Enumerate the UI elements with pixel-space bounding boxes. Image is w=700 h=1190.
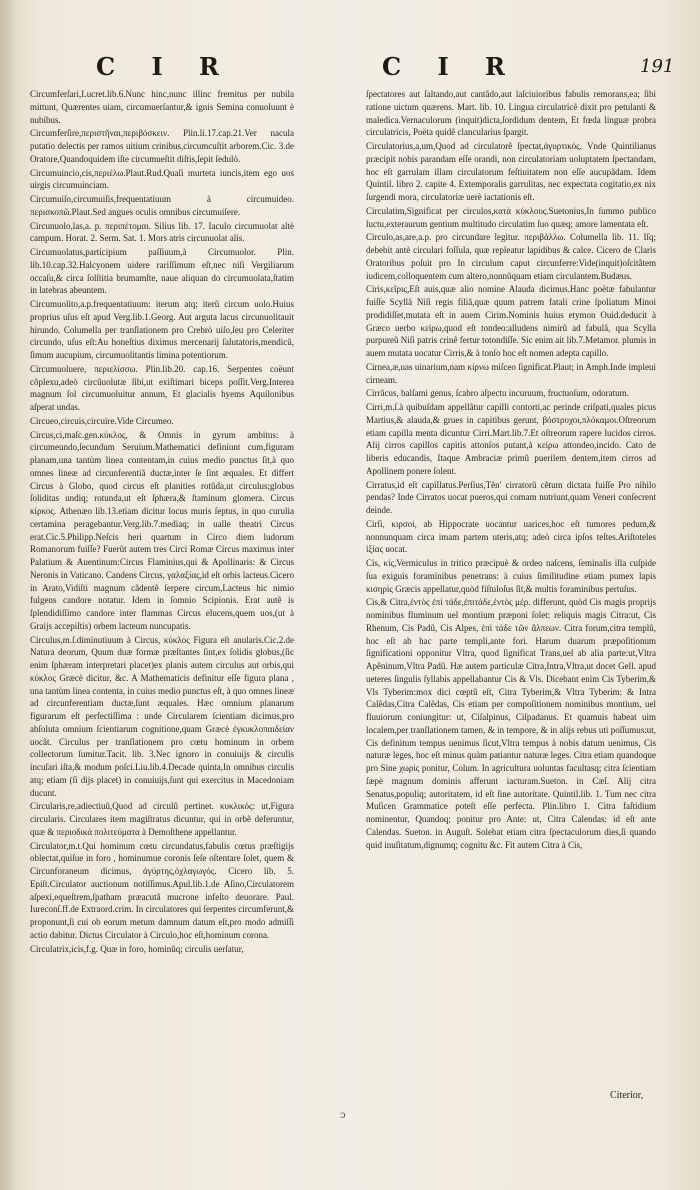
right-running-head: C I R: [382, 52, 519, 81]
dictionary-entry: Circularis,re,adiectiuũ,Quod ad circulũ pertinet. κυκλικός: ut,Figura circularis. Circulares item magiſtratus dicuntur, qui in orbẽ deferuntur, quæ & περιοδικά πολιτεύματα à Demoſthene appellantur.: [30, 801, 294, 837]
page-gutter-shadow: [0, 0, 18, 1190]
dictionary-entry: Circulatim,Significat per circulos,κατὰ κύκλους.Suetonius,In ſummo publico luctu,exteraurum gentium multitudo circulatim ſuo quæq; amore lamentata eſt.: [366, 205, 656, 229]
dictionary-entry: Circulus,m.ſ.diminutiuum à Circus, κύκλος Figura eſt anularis.Cic.2.de Natura deorum, Quum duæ formæ præſtantes ſint,ex ſolidis globus,(ſic enim ſphæram interpretari placet)ex planis autem circulus aut orbis,qui κύκλος Græcè dicitur, &c. A Mathematicis definitur eſſe figura plana , una tantùm linea contenta, in cuius medio punctus eſt, à quo omnes lineæ ad circunferentiam ductæ,ſunt æquales. Hæc omnium planarum figurarum eſt perfectiſſima : unde Circularem ſcientiam dicimus,pro abſoluta omnium ſcientiarum cognitione,quam Græcè ἐγκυκλοπαιδείαν uocãt. Circulus per tranſlationem pro cœtu hominum in orbem collectorum ſumitur.Tacit. lib. 3.Nec ignoro in conuiuijs & circulis incuſari iſta,& modum poſci.Liu.lib.4.Decade quinta,In omnibus circulis atq; etiam (ſi dijs placet) in conuiuijs,ſunt qui exercitus in Macedoniam ducunt.: [30, 634, 294, 798]
dictionary-entry: Cis,& Citra,ἐντὸς ἐπὶ τάδε,ἐπιτάδε,ἐντὸς μέρ. differunt, quòd Cis magis proprijs nominibus fluminum uel montium præponi ſolet: reliquis magis Citra:ut, Cis Rhenum, Cis Padũ, Cis Alpes, ἐπὶ τάδε τῶν ἄλπεων. Citra forum,citra templũ, hoc eſt ab hac parte templi,ante fori. Harum duarum præpoſitionum ſignificationi opponitur Vltra, quod ſignificat Trans,uel ab alia parte:ut,Vltra Apẽninum,Vltra Padũ. Hæ autem particulæ Citra,Intra,Vltra,ut docet Gell. apud ueteres ſingulis ſyllabis appellabantur Cis & Vls. Dicebant enim Cis Tyberim,& Vls Tyberim:mox dici cœptũ eſt, Citra Tyberim,& Vltra Tyberim: & Intra Calẽdas,Citra Calẽdas, Cis etiam per compoſitionem nominibus montium, uel fluuiorum coniungitur: ut, Ciſalpinus, Ciſpadanus. Et quamuis habeat uim localem,per tranſlationem tamen, & in tempore, & in alijs rebus uti poſſumus:ut, Cis definitum tempus uenimus ſicut,Vltra tempus à nobis datum uenimus, Cis naturæ leges, hoc eſt minus quàm patiantur naturæ leges. Citra etiam quandoque pro Sine χωρὶς ponitur, Colum. In agricultura uoluntas facultasq; citra ſcientiam ſæpè magnum dominis afferunt iacturam.Sueton. in Cæſ. Alij citra Senatus,populiq; autoritatem, id eſt ſine autoritate. Quintil.lib. 1. Tum nec citra Muſicen Grammatice poteſt eſſe perfecta. Plin.libro 1. Citra faſtidium nominentur, Quandoq; ponitur pro Ante: ut, Citra Calendas: id eſt ante Calendas. Sueton. in Auguſt. Solebat etiam citra ſpectaculorum dies,ſi quando quid inuſitatum,dignumq; cognitu &c. Fit autem Citra à Cis,: [366, 597, 656, 850]
left-text-column: [30, 88, 294, 956]
dictionary-entry: Circunuolo,las,a. p. περιπέτομαι. Silius lib. 17. Iaculo circumuolat altè campum. Horat. 2. Serm. Sat. 1. Mors atris circunuolat alis.: [30, 220, 294, 244]
dictionary-entry: Cis, κίς,Vermiculus in tritico præcipuè & ordeo naſcens, ſeminalis illa cuſpide ſua exiguis foraminibus penetrans: à cuius ſimilitudine etiam pumex lapis κισηρὶς Græcis appellatur,quòd fiſtuloſus ſit,& multis foraminibus pertuſus.: [366, 558, 656, 594]
dictionary-entry: Circumuincio,cis,περιέλω.Plaut.Rud.Quaſi murteta iuncis,item ego uos uirgis circumuinciam.: [30, 167, 294, 191]
footer-mark: ɔ: [340, 1110, 346, 1121]
dictionary-entry: Circulator,m.t.Qui hominum cœtu circundatus,fabulis cœtus præſtigijs oblectat,quiſue in foro , hominumue coronis ſeſe oſtentare ſolet, quem & Circunforaneum dicimus, ἀγύρτης,ὀχλαγωγός. Cicero lib. 5. Epiſt.Circulator auctionum notiſſimus.Apul.lib.1.de Aſino,Circulatorem aſpexi,equeſtrem,ſpatham præacutã mucrone infeſto deuorare. Paul. Iureconſ.ff.de Extraord.crim. In circulatores qui ſerpentes circumferunt,& proponunt,ſi cui ob eorum metum damnum datum eſt,pro modo admiſſi actio dabitur. Dictus Circulator à Circulo,hoc eſt,hominum corona.: [30, 840, 294, 940]
dictionary-entry: Circumuolito,a.p.frequentatiuum: iterum atq; iterũ circum uolo.Huius proprius uſus eſt apud Verg.lib.1.Georg. Aut arguta lacus circunuolitauit hirundo. Columella per tranſlationem pro Crebrò uiſo,ſeu pro Celeriter circundo, uſus eſt:Au honeſtius diximus mercenarij ſalutatoris,mendicũ, ſimum aucupium, circumuolitantis limina potentiorum.: [30, 299, 294, 360]
left-running-head: C I R: [96, 52, 233, 81]
dictionary-entry: Cirri,m.ſ.à quibuſdam appellãtur capilli contorti,ac perinde criſpati,quales picus Martius,& alauda,& grues in capitibus gerunt, βόστρυχοι,πλόκαμοι.Oſtreorum etiam capilla menta dicuntur Cirri.Mart.lib.7.Et oſtreorum rapere lucidos cirros. Alij cirros capillos capitis attonſos putant,à κείρω attondeo,incido. Cato de liberis educandis, Itaque Ambraciæ primũ puerilem dentem,item cirros ad Apollinem ponere ſolent.: [366, 402, 656, 476]
dictionary-entry: Circulo,as,are,a.p. pro circundare legitur. περιβάλλω. Columella lib. 11. Iſq; debebit antè circulari foſſula, quæ repleatur lapidibus & calce. Cicero de Claris Oratoribus poſuit pro In circulum caput circunferre:Vide(inquit)oſcitãtem iudicem,colloquentem cum altero,nonnũquam etiam circulantem.Budæus.: [366, 232, 656, 281]
dictionary-entry: Cirrãcus, balſami genus, ſcabro aſpectu incuruum, fructuoſum, odoratum.: [366, 388, 629, 399]
dictionary-entry: Circueo,circuis,circuire.Vide Circumeo.: [30, 415, 174, 426]
dictionary-entry: ſpectatores aut ſaltando,aut cantãdo,aut laſciuioribus fabulis remorans,ea; ſibi ratione uictum quærens. Mart. lib. 10. Lingua circulatricẽ dixit pro petulanti & maledica.Vernaculorum (inquit)dicta,ſordidum dentem, Et fœda linguæ probra circulatricis, Poëta quidẽ clancularius ſpargit.: [366, 89, 656, 138]
dictionary-entry: Cirratus,id eſt capillatus.Perſius,Tẽn' cirratorũ cẽtum dictata fuiſſe Pro nihilo pendas? Inde Cirratos uocat pueros,qui comam nutriunt,quam Veneri conſecrent deinde.: [366, 479, 656, 515]
dictionary-entry: Circumferſire,περιστῆναι,περιβόσκειν. Plin.li.17.cap.21.Ver nacula putatio delectis per ramos uitium crinibus,circumcuſtit arborem.Cic. 3.de Oratore,Quandoquidem iſte circumueſtit diſtis,ſepit ſedulò.: [30, 128, 294, 164]
dictionary-entry: Circumuoluere, περιελίσσω. Plin.lib.20. cap.16. Serpentes coëunt cõplexu,adeò circũuolutæ ſibi,ut exiſtimari biceps poſſit.Verg.Interea magnum ſol circumuoluitur annum, Et glacialis hyems Aquilonibus aſperat undas.: [30, 363, 294, 412]
dictionary-entry: Cirſi, κιρσοί, ab Hippocrate uocantur uarices,hoc eſt tumores pedum,& nonnunquam circa imam partem uteris,atq; adeò circa ipſos teſtes.Ariſtoteles ἰξίας uocat.: [366, 518, 656, 555]
dictionary-entry: Circus,ci,maſc.gen.κύκλος, & Omnis in gyrum ambitus: à circumeundo,ſecundum Seruium.Mathematici definiunt cum,figuram planam,una tantùm linea contentam,in cuius medio punctus ſit,à quo omnes lineæ ad circunferentiã ductæ,inter ſe ſint æquales. Et differt Circus à Globo, quod circus eſt planities rotũda,ut circulus;globus ſoliditas undiq; rotunda,ut eſt ſphæra,& ſtaminum glomera. Circus κίρκος. Athenæo lib.13.etiam dicitur locus muris ſeptus, in quo curulia certamina peragebantur.Verg.lib.7.mediaq; in ualle theatri Circus erat.Cic.5.Philipp.Neſcis heri quartum in Circo diem ludorum Romanorum fuiſſe? Fuerũt autem tres Circi Romæ Circus maximus inter Palatium & Auentinum:Circus Flaminius,qui & Apollinaris: & Circus Neronis in Vaticano. Candens Circus, γαλαξίας,id eſt orbis lacteus.Cicero in Arato,Vidiſti magnum cãdentẽ ſerpere circum,Lacteus hic nimio fulgens candore notatur. Idem in ſomnio Scipionis. Erat autẽ is ſplendidiſſimo candore inter flammas Circus elucens,quem uos,(ut à Graijs accepiſtis) orbem lacteum nuncupatis.: [30, 429, 294, 631]
page-number: 191: [640, 56, 675, 77]
dictionary-entry: Ciris,κεῖρις,Eſt auis,quæ alio nomine Alauda dicimus.Hanc poëtæ fabulantur fuiſſe Scyllã Niſi regis filiã,quæ quum patrem fatali crine ſpoliatum Minoi prodidiſſet,mutata eſt in auem Cirim.Nominis huius etymon Ouid.deducit à Græco uerbo κείρω,quod eſt tondeo:alludens nimirũ ad fabulã, qua Scylla purpureũ Niſi patris crinẽ fertur totondiſſe. Sic enim ait lib.7.Metamor. plumis in auem mutata uocatur Cirris,& à tonſo hoc eſt nomen adepta capillo.: [366, 284, 656, 358]
dictionary-entry: Circumuolatus,participium paſſiuum,à Circumuolor. Plin. lib.10.cap.32.Halcyonem uidere rariſſimum eſt,nec niſi Vergiliarum occaſu,& circa ſolſtitia brumamſte, naue aliquan do circumuolata,ſtatim in latebras abeuntem.: [30, 247, 294, 296]
right-text-column: [366, 88, 656, 852]
dictionary-entry: Circumferſari,Lucret.lib.6.Nunc hinc,nunc illinc fremitus per nubila mittunt, Quærentes uiam, circumuerſantur,& ignis Semina conuoluunt è nubibus.: [30, 89, 294, 125]
dictionary-entry: Circulatrix,icis,f.g. Quæ in foro, hominũq; circulis uerſatur,: [30, 943, 244, 954]
dictionary-entry: Cirnea,æ,uas uinarium,nam κίρνω miſceo ſignificat.Plaut; in Amph.Inde impleui cirneam.: [366, 361, 656, 385]
dictionary-entry: Circulatorius,a,um,Quod ad circulatorẽ ſpectat,ἀγυρτικός. Vnde Quintilianus præcipit nobis parandam eſſe orandi, non circulatoriam uoluptatem ſpectandam, hoc eſt garrulam illam circulatorum feſtiuitatem non eſſe aucupãdam. Idem Quintil. libro 2. capite 4. Extemporalis garrulitas, nec expectata cogitatio,ex nix ſurgendi mora, circulatoriæ uerè iactationis eſt.: [366, 141, 656, 202]
catchword: Citerior,: [610, 1090, 644, 1101]
dictionary-entry: Circumuiſo,circumuiſis,frequentatiuum à circumuideo. περισκοπῶ.Plaut.Sed angues oculis omnibus circumuiſere.: [30, 194, 294, 217]
